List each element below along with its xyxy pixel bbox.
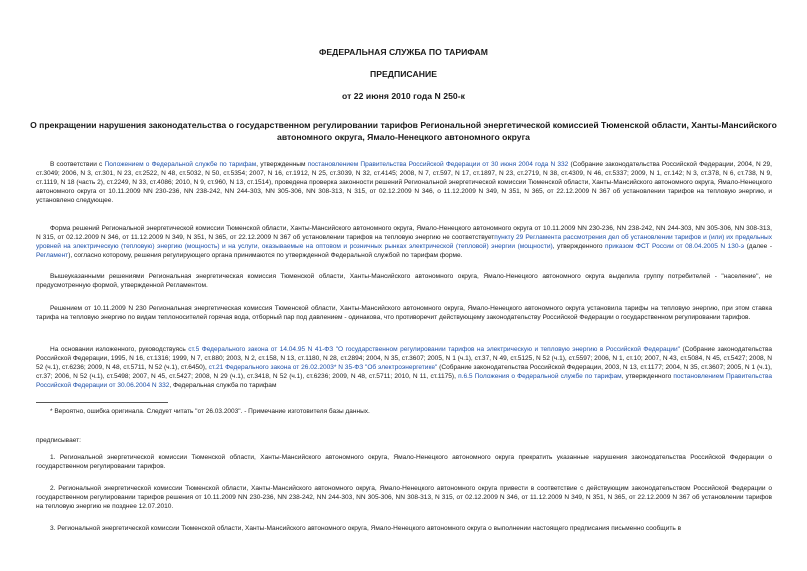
paragraph-decision-230: Решением от 10.11.2009 N 230 Региональная энергетическая комиссия Тюменской области, Ханты-Мансийского автономного округа, Ямало-Ненецкого автономного округа установила тарифы на тепловую энергию, при этом ставка тарифа на тепловую энергию по видам теплоносителей горячая вода, отборный пар под давлением - одинакова, что противоречит действующему законодательству Российской Федерации о государственном регулировании тарифов. [36,305,772,322]
text-fragment: Форма решений Региональной энергетической комиссии Тюменской области, Ханты-Мансийского автономного округа, Ямало-Ненецкого автономного округа от 10.11.2009 NN 230-236, NN 238-242, NN 244-303, NN 305-306, NN 308-313, N 315, от 02.12.2009 N 346, от 11.12.2009 N 349, N 351, N 365, от 22.12.2009 N 367 об установлении тарифов на тепловую энергию не соответствует [36,225,772,242]
link-reglament[interactable]: Регламент [36,252,69,260]
paragraph-legal-grounds [36,345,772,390]
link-federal-law-35fz-art21[interactable]: ст.21 Федерального закона от 26.02.2003* N 35-ФЗ "Об электроэнергетике" [208,364,438,372]
text-fragment: , утвержденного [621,373,674,381]
text-fragment: , утвержденным [256,161,308,168]
paragraph-basis [36,160,772,205]
text-fragment: На основании изложенного, руководствуясь [50,346,189,353]
document-title: О прекращении нарушения законодательства о государственном регулировании тарифов Региональной энергетической комиссией Тюменской области, Ханты-Мансийского автономного округа, Ямало-Ненецкого автономного округа [30,120,777,142]
text-fragment: (Собрание законодательства Российской Федерации, 2003, N 13, ст.1177; 2004, N 35, ст.3607; 2005, N 1 (ч.1), ст.37; 2006, N 52 (ч.1), ст.5498; 2007, N 45, ст.5427; 2008, N 29 (ч.1), ст.3418, N 52 (ч.1), ст.6236; 2009, N 48, ст.5711; 2010, N 11, ст.1175), [36,364,772,381]
text-fragment: (далее - [744,243,773,251]
paragraph-form-violation [36,224,772,260]
agency-heading: ФЕДЕРАЛЬНАЯ СЛУЖБА ПО ТАРИФАМ [319,47,488,57]
text-fragment: ), согласно которому, решения регулирующего органа принимаются по утвержденной Федеральной службой по тарифам форме. [68,252,463,260]
prescription-item-3: 3. Региональной энергетической комиссии Тюменской области, Ханты-Мансийского автономного округа, Ямало-Ненецкого автономного округа о выполнении настоящего предписания письменно сообщить в [50,525,682,532]
link-fst-regulation[interactable]: Положением о Федеральной службе по тарифам [104,161,257,168]
link-federal-law-41fz-art5[interactable]: ст.5 Федерального закона от 14.04.95 N 41-ФЗ "О государственном регулировании тарифов на электрическую и тепловую энергию в Российской Федерации" [188,346,681,353]
link-fst-regulation-6-5[interactable]: п.6.5 Положения о Федеральной службе по тарифам [458,373,622,381]
text-fragment: (Собрание законодательства Российской Федерации, 1995, N 16, ст.1316; 1999, N 7, ст.880; 2003, N 2, ст.158, N 13, ст.1180, N 28, ст.2894; 2004, N 35, ст.3607; 2005, N 1 (ч.1), ст.37, N 49, ст.5125, N 52 (ч.1), ст.5597; 2006, N 1, ст.10; 2007, N 43, ст.5084, N 45, ст.5427; 2008, N 52 (ч.1), ст.6236; 2009, N 48, ст.5711, N 52 (ч.1), ст.6450), [36,346,773,372]
prescription-item-2: 2. Региональной энергетической комиссии Тюменской области, Ханты-Мансийского автономного округа, Ямало-Ненецкого автономного округа привести в соответствие с действующим законодательством Российской Федерации о государственном регулировании тарифов решения от 10.11.2009 NN 230-236, NN 238-242, NN 244-303, NN 305-306, NN 308-313, N 315, от 02.12.2009 N 346, от 11.12.2009 N 349, N 351, N 365, от 22.12.2009 N 367 об установлении тарифов на тепловую энергию не позднее 12.07.2010. [36,485,772,511]
text-fragment: В соответствии с [50,161,105,168]
link-government-decree-30-06-2004[interactable]: постановлением Правительства Российской Федерации от 30.06.2004 N 332 [36,373,773,390]
link-reglament-item-29[interactable]: пункту 29 Регламента рассмотрения дел об установлении тарифов и (или) их предельных уровней на электрическую (тепловую) энергию (мощность) и на услуги, оказываемые на оптовом и розничных рынках электрической (тепловой) энергии (мощности) [36,234,773,251]
prescription-item-1: 1. Региональной энергетической комиссии Тюменской области, Ханты-Мансийского автономного округа, Ямало-Ненецкого автономного округа прекратить указанные нарушения законодательства Российской Федерации о государственном регулировании тарифов. [36,454,772,471]
text-fragment: (Собрание законодательства Российской Федерации, 2004, N 29, ст.3049; 2006, N 3, ст.301, N 23, ст.2522, N 48, ст.5032, N 50, ст.5354; 2007, N 16, ст.1912, N 25, ст.3039, N 32, ст.4145; 2008, N 7, ст.597, N 17, ст.1897, N 23, ст.2719, N 38, ст.4309, N 46, ст.5337; 2009, N 1, ст.142; N 3, ст.378, N 6, ст.738, N 9, ст.1119, N 18 (часть 2), ст.2249, N 33, ст.4086; 2010, N 9, ст.960, N 13, ст.1514), проведена проверка законности решений Региональной энергетической комиссии Тюменской области, Ханты-Мансийского автономного округа, Ямало-Ненецкого автономного округа от 10.11.2009 NN 230-236, NN 238-242, NN 244-303, NN 305-306, NN 308-313, N 315, от 02.12.2009 N 346, о 11.12.2009 N 349, N 351, N 365, от 22.12.2009 N 367 об установлении тарифов на тепловую энергию, и установлено следующее. [36,161,772,205]
document-type-heading: ПРЕДПИСАНИЕ [370,69,437,79]
paragraph-population-group: Вышеуказанными решениями Региональная энергетическая комиссия Тюменской области, Ханты-Мансийского автономного округа, Ямало-Ненецкого автономного округа выделила группу потребителей - "население", не предусмотренную формой, утвержденной Регламентом. [36,273,772,290]
footnote-divider [36,402,168,403]
prescribes-label: предписывает: [36,437,81,444]
link-government-decree-332[interactable]: постановлением Правительства Российской Федерации от 30 июня 2004 года N 332 [307,161,569,168]
text-fragment: , утвержденного [552,243,606,251]
link-fst-order-130e[interactable]: приказом ФСТ России от 08.04.2005 N 130-э [605,243,745,251]
text-fragment: , Федеральная служба по тарифам [169,382,277,390]
document-date-number: от 22 июня 2010 года N 250-к [341,91,466,101]
footnote: * Вероятно, ошибка оригинала. Следует читать "от 26.03.2003". - Примечание изготовителя базы данных. [50,408,370,415]
